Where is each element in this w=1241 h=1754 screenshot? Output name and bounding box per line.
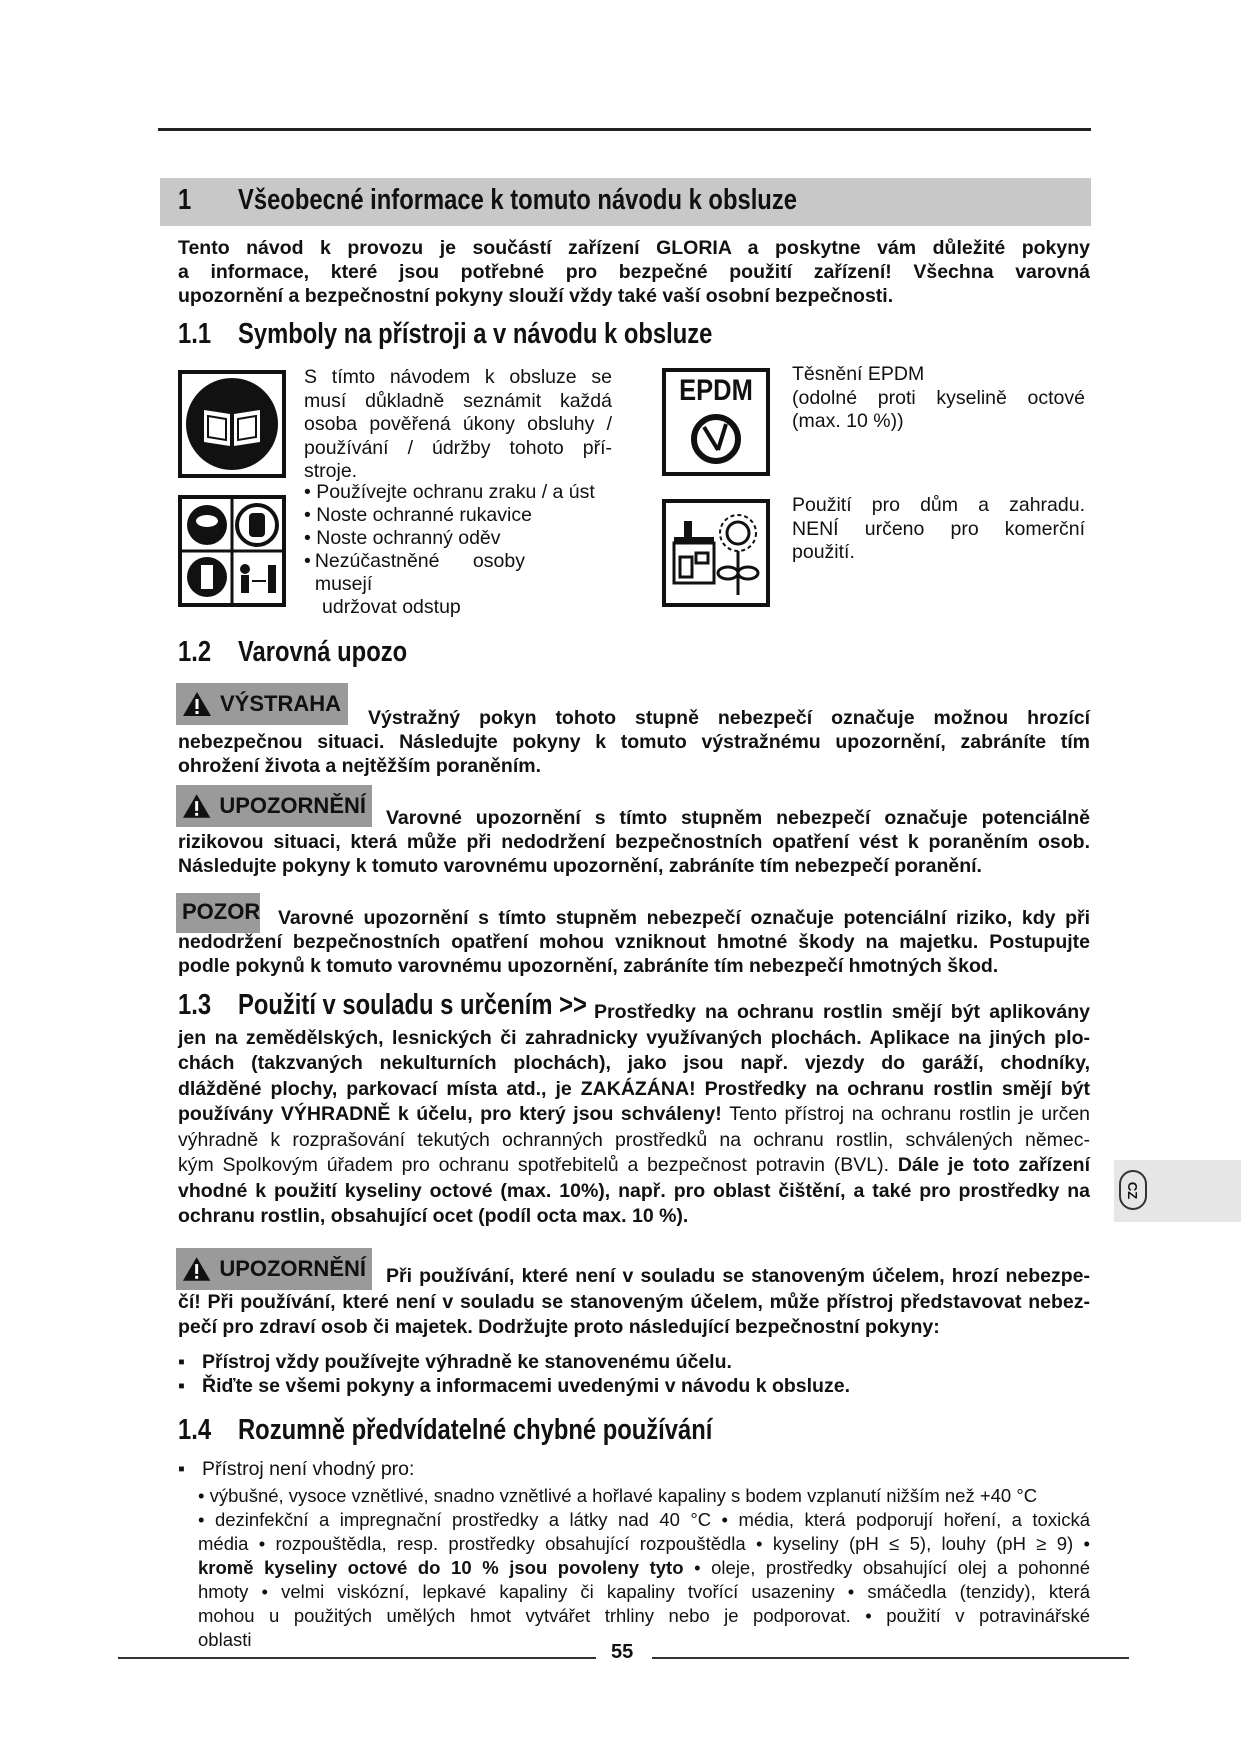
list-item: • Používejte ochranu zraku / a úst xyxy=(304,481,595,503)
usage-bold-span: používány VÝHRADNĚ k účelu, pro který jsou schváleny! xyxy=(178,1103,722,1125)
misuse-line: • dezinfekční a impregnační prostředky a látky nad 40 °C • média, která podporují hoření, a toxická xyxy=(198,1509,1090,1530)
header-rule xyxy=(158,128,1091,131)
misuse-item: smáčedla (tenzidy), která xyxy=(867,1581,1090,1602)
notice-label-text: POZOR xyxy=(182,899,261,924)
misuse-line: mohou u použitých umělých hmot vytvářet trhliny nebo je podporovat. • použití v potravinářské xyxy=(198,1605,1090,1626)
keep-distance-icon xyxy=(240,564,250,574)
garden-line: Použití pro dům a zahradu. xyxy=(792,494,1085,516)
list-item: ▪ Přístroj vždy používejte výhradně ke stanovenému účelu. xyxy=(178,1351,732,1373)
usage-line xyxy=(178,1153,1090,1179)
language-code: CZ xyxy=(1125,1181,1141,1199)
footer-rule-right xyxy=(652,1657,1129,1659)
ppe-bullet: Noste ochranné rukavice xyxy=(316,504,532,526)
usage-line: chách (takzvaných nekulturních plochách), jako jsou např. vjezdy do garáží, chodníky, xyxy=(178,1052,1090,1074)
read-manual-icon xyxy=(178,370,286,478)
ppe-icons xyxy=(178,495,286,607)
misuse-line: kromě kyseliny octové do 10 % jsou povoleny tyto • oleje, prostředky obsahující olej a pohonné xyxy=(198,1557,1090,1578)
manual-line: používání / údržby tohoto pří- xyxy=(304,436,612,459)
misuse-item: velmi viskózní, lepkavé kapaliny či kapaliny tvořící usazeniny xyxy=(281,1581,835,1602)
usage-caution-label-text: UPOZORNĚNÍ xyxy=(219,1256,366,1281)
warning-label-text: VÝSTRAHA xyxy=(220,691,342,716)
caution-line: Následujte pokyny k tomuto varovnému upozornění, zabráníte tím nebezpečí poranění. xyxy=(178,855,982,877)
usage-line: výhradně k rozprašování tekutých ochranných prostředků na ochranu rostlin, schválených němec- xyxy=(178,1128,1090,1151)
ppe-bullet: Používejte ochranu zraku / a úst xyxy=(316,481,595,503)
warning-text xyxy=(178,706,1090,778)
list-item: ▪ Řiďte se všemi pokyny a informacemi uvedenými v návodu k obsluze. xyxy=(178,1375,850,1397)
garden-line: použití. xyxy=(792,541,855,563)
ppe-bullet-list xyxy=(304,481,614,619)
section-1-1-number: 1.1 xyxy=(178,318,212,350)
section-1-3-title: Použití v souladu s určením >> xyxy=(238,989,587,1021)
misuse-item: kyseliny (pH ≤ 5), louhy (pH ≥ 9) xyxy=(772,1533,1074,1554)
misuse-line: hmoty • velmi viskózní, lepkavé kapaliny či kapaliny tvořící usazeniny • smáčedla (tenzidy), která xyxy=(198,1581,1090,1602)
usage-bold-span: Dále je toto zařízení xyxy=(897,1154,1091,1176)
usage-normal-span: Tento přístroj na ochranu rostlin je určen xyxy=(729,1103,1091,1125)
usage-caution-text xyxy=(178,1264,1090,1341)
usage-line: vhodné k použití kyseliny octové (max. 10%), např. pro oblast čištění, a také pro prostředky na xyxy=(178,1179,1090,1202)
section-1-title: Všeobecné informace k tomuto návodu k obsluze xyxy=(238,184,797,216)
epdm-icon xyxy=(662,368,770,476)
home-garden-icon xyxy=(662,499,770,607)
section-1-1-title: Symboly na přístroji a v návodu k obsluze xyxy=(238,318,713,350)
usage-bullet: Přístroj vždy používejte výhradně ke stanovenému účelu. xyxy=(202,1351,732,1373)
section-1-3-text xyxy=(178,1000,1090,1230)
intro-line: Tento návod k provozu je součástí zařízení GLORIA a poskytne vám důležité pokyny xyxy=(178,237,1090,259)
usage-line: ochranu rostlin, obsahující ocet (podíl octa max. 10 %). xyxy=(178,1205,689,1227)
usage-normal-span: kým Spolkovým úřadem pro ochranu spotřebitelů a bezpečnost potravin (BVL). xyxy=(178,1154,890,1176)
epdm-line: (odolné proti kyselině octové xyxy=(792,386,1085,409)
misuse-item: rozpouštědla, resp. prostředky obsahující rozpouštědla xyxy=(275,1533,746,1554)
caution-label-text: UPOZORNĚNÍ xyxy=(219,793,366,818)
warning-line: nebezpečnou situaci. Následujte pokyny k tomuto výstražnému upozornění, zabráníte tím xyxy=(178,731,1090,753)
misuse-exception: kromě kyseliny octové do 10 % jsou povoleny tyto xyxy=(198,1557,684,1578)
epdm-description xyxy=(792,363,1085,434)
manual-instructions xyxy=(304,366,612,484)
section-1-2-number: 1.2 xyxy=(178,636,212,668)
list-item: • Noste ochranné rukavice xyxy=(304,504,532,526)
notice-line: Varovné upozornění s tímto stupněm nebezpečí označuje potenciální riziko, kdy při xyxy=(278,907,1090,929)
list-item: • Nezúčastněné osoby musejí xyxy=(304,550,614,596)
usage-bullets xyxy=(178,1350,1090,1398)
usage-line: dlážděné plochy, parkovací místa atd., je ZAKÁZÁNA! Prostředky na ochranu rostlin smějí být xyxy=(178,1077,1090,1100)
caution-line: rizikovou situaci, která může při nedodržení bezpečnostních opatření vést k poraněním osob. xyxy=(178,831,1090,853)
garden-description xyxy=(792,494,1085,565)
list-item: • Noste ochranný oděv xyxy=(304,527,501,549)
usage-bullet: Řiďte se všemi pokyny a informacemi uvedenými v návodu k obsluze. xyxy=(202,1375,850,1397)
warning-line: ohrožení života a nejtěžším poraněním. xyxy=(178,755,541,777)
section-1-4-number: 1.4 xyxy=(178,1414,212,1446)
ppe-bullet: Noste ochranný oděv xyxy=(316,527,501,549)
ppe-bullet: Nezúčastněné osoby musejí xyxy=(314,550,525,595)
usage-caution-line: pečí pro zdraví osob či majetek. Dodržujte proto následující bezpečnostní pokyny: xyxy=(178,1316,940,1338)
notice-line: podle pokynů k tomuto varovnému upozornění, zabráníte tím nebezpečí hmotných škod. xyxy=(178,955,999,977)
language-tab-label xyxy=(1119,1170,1147,1210)
misuse-item: použití v potravinářské xyxy=(886,1605,1090,1626)
epdm-line: Těsnění EPDM xyxy=(792,363,925,385)
misuse-item: média, která podporují hoření, a toxická xyxy=(738,1509,1090,1530)
misuse-line xyxy=(198,1628,1090,1652)
ppe-bullet: udržovat odstup xyxy=(322,596,461,618)
section-1-4-title: Rozumně předvídatelné chybné používání xyxy=(238,1414,713,1446)
usage-line: jen na zemědělských, lesnických či zahradnicky využívaných plochách. Aplikace na jiných plo- xyxy=(178,1026,1090,1049)
list-item xyxy=(304,596,614,619)
usage-line xyxy=(178,1102,1090,1128)
misuse-list xyxy=(198,1484,1090,1652)
misuse-intro: Přístroj není vhodný pro: xyxy=(202,1458,415,1480)
manual-line: stroje. xyxy=(304,460,358,482)
section-1-2-title: Varovná upozo xyxy=(238,636,408,668)
misuse-line: média • rozpouštědla, resp. prostředky obsahující rozpouštědla • kyseliny (pH ≤ 5), louhy (pH ≥ 9) • xyxy=(198,1533,1091,1554)
section-1-intro xyxy=(178,236,1090,308)
misuse-item: oleje, prostředky obsahující olej a pohonné xyxy=(711,1557,1090,1578)
notice-text xyxy=(178,906,1090,978)
misuse-item: oblasti xyxy=(198,1629,252,1650)
intro-line: a informace, které jsou potřebné pro bezpečné použití zařízení! Všechna varovná xyxy=(178,261,1090,283)
usage-caution-line: čí! Při používání, které není v souladu se stanoveným účelem, může přístroj představovat nebez- xyxy=(178,1290,1090,1313)
section-1-number: 1 xyxy=(178,184,192,216)
caution-text xyxy=(178,806,1090,878)
usage-line: Prostředky na ochranu rostlin smějí být aplikovány xyxy=(594,1001,1090,1023)
misuse-line: • výbušné, vysoce vznětlivé, snadno vznětlivé a hořlavé kapaliny s bodem vzplanutí nižším než +40 °C xyxy=(198,1485,1038,1506)
manual-line: S tímto návodem k obsluze se xyxy=(304,366,612,388)
usage-caution-line: Při používání, které není v souladu se stanoveným účelem, hrozí nebezpe- xyxy=(386,1265,1090,1287)
misuse-bullet: ▪ Přístroj není vhodný pro: xyxy=(178,1458,415,1480)
epdm-line: (max. 10 %)) xyxy=(792,410,904,432)
caution-line: Varovné upozornění s tímto stupněm nebezpečí označuje potenciálně xyxy=(386,807,1090,829)
notice-line: nedodržení bezpečnostních opatření mohou vzniknout hmotné škody na majetku. Postupujte xyxy=(178,931,1090,953)
misuse-item: hmoty xyxy=(198,1581,249,1602)
footer-rule-left xyxy=(118,1657,596,1659)
epdm-icon-text: EPDM xyxy=(679,374,753,407)
page-number: 55 xyxy=(611,1641,634,1663)
intro-line: upozornění a bezpečnostní pokyny slouží vždy také vaší osobní bezpečnosti. xyxy=(178,285,894,307)
manual-line: osoba pověřená úkony obsluhy / xyxy=(304,413,612,435)
manual-line: musí důkladně seznámit každá xyxy=(304,389,612,412)
misuse-item: mohou u použitých umělých hmot vytvářet trhliny nebo je podporovat. xyxy=(198,1605,851,1626)
warning-line: Výstražný pokyn tohoto stupně nebezpečí označuje možnou hrozící xyxy=(368,707,1090,729)
misuse-item: média xyxy=(198,1533,249,1554)
misuse-item: výbušné, vysoce vznětlivé, snadno vznětlivé a hořlavé kapaliny s bodem vzplanutí nižším než +40 °C xyxy=(209,1485,1038,1506)
section-1-3-number: 1.3 xyxy=(178,989,212,1021)
misuse-item: dezinfekční a impregnační prostředky a látky nad 40 °C xyxy=(214,1509,712,1530)
garden-line: NENÍ určeno pro komerční xyxy=(792,517,1085,540)
